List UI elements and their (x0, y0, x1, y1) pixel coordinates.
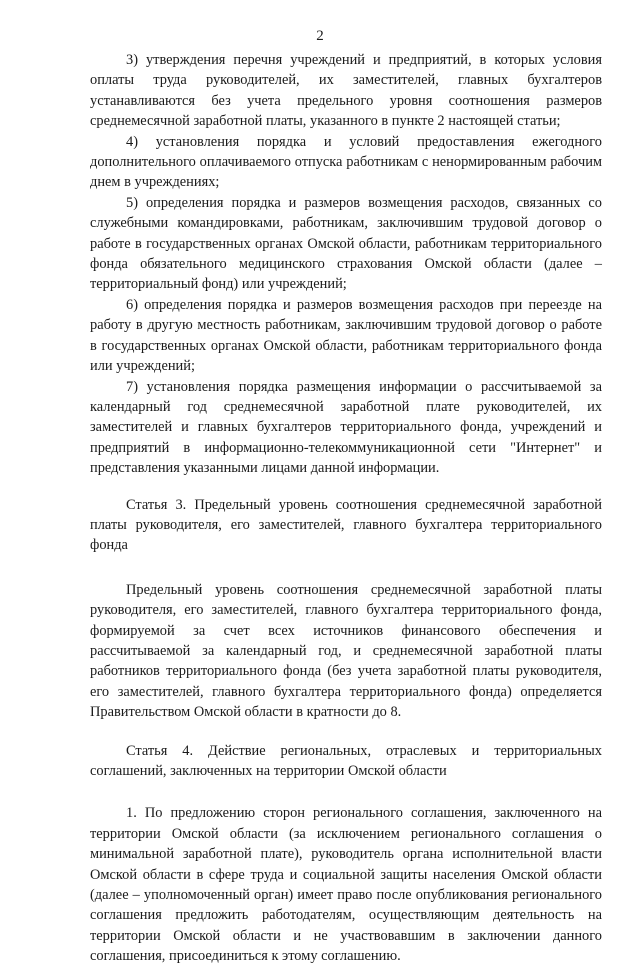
article-3-text: Предельный уровень соотношения среднемесячной заработной платы руководителя, его заместителей, главного бухгалтера территориального фонда, формируемой за счет всех источников финансового обеспечения и рассчитываемой за календарный год, и среднемесячной заработной платы работников территориального фонда (без учета заработной платы руководителя, его заместителей, главного бухгалтера территориального фонда) определяется Правительством Омской области в кратности до 8. (90, 581, 602, 721)
list-item-5: 5) определения порядка и размеров возмещения расходов, связанных со служебными командировками, работникам, заключившим трудовой договор о работе в государственных органах Омской области, работникам территориального фонда обязательного медицинского страхования Омской области (далее – территориальный фонд) или учреждений; (90, 194, 602, 293)
list-item-6: 6) определения порядка и размеров возмещения расходов при переезде на работу в другую местность работникам, заключившим трудовой договор о работе в государственных органах Омской области, работникам территориального фонда или учреждений; (90, 296, 602, 375)
article-4-paragraph-1: 1. По предложению сторон регионального соглашения, заключенного на территории Омской области (за исключением регионального соглашения о минимальной заработной плате), руководитель органа исполнительной власти Омской области в сфере труда и социальной защиты населения Омской области (далее – уполномоченный орган) имеет право после опубликования регионального соглашения предложить работодателям, осуществляющим деятельность на территории Омской области и не участвовавшим в заключении данного соглашения, присоединиться к этому соглашению. (90, 805, 602, 965)
list-item-7: 7) установления порядка размещения информации о рассчитываемой за календарный год среднемесячной заработной плате руководителей, их заместителей и главных бухгалтеров территориального фонда, учреждений и предприятий в информационно-телекоммуникационной сети "Интернет" и представления указанными лицами данной информации. (90, 378, 602, 477)
page-number: 2 (316, 28, 324, 44)
list-item-4: 4) установления порядка и условий предоставления ежегодного дополнительного оплачиваемого отпуска работникам с ненормированным рабочим днем в учреждениях; (90, 133, 602, 191)
list-item-3: 3) утверждения перечня учреждений и предприятий, в которых условия оплаты труда руководителей, их заместителей, главных бухгалтеров устанавливаются без учета предельного уровня соотношения размеров среднемесячной заработной платы, указанного в пункте 2 настоящей статьи; (90, 52, 602, 130)
document-body (90, 50, 602, 967)
article-3-heading: Статья 3. Предельный уровень соотношения среднемесячной заработной платы руководителя, его заместителей, главного бухгалтера территориального фонда (90, 496, 602, 554)
article-4-heading: Статья 4. Действие региональных, отраслевых и территориальных соглашений, заключенных на территории Омской области (90, 742, 602, 779)
